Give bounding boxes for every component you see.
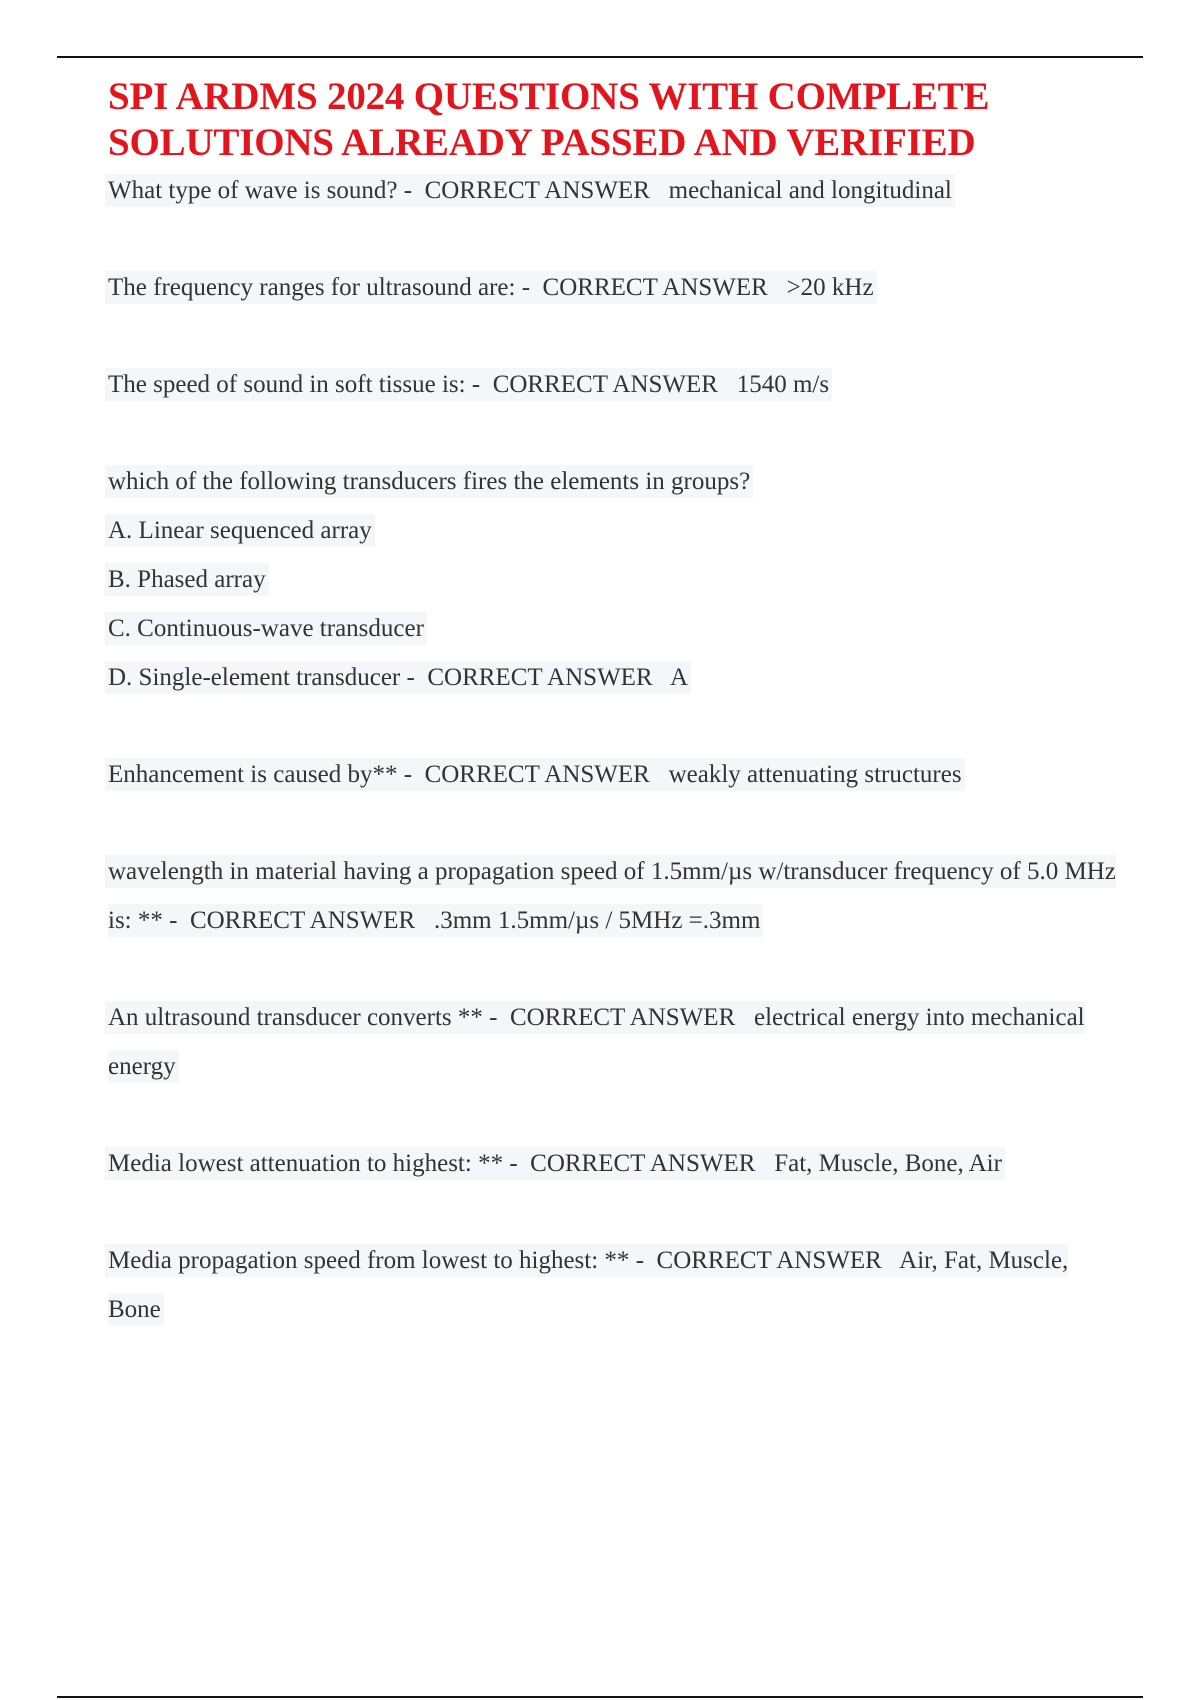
question-text: Enhancement is caused by** <box>108 761 398 788</box>
question-text: An ultrasound transducer converts ** <box>108 1004 483 1031</box>
correct-answer-label: CORRECT ANSWER <box>542 274 768 301</box>
answer-text: .3mm 1.5mm/µs / 5MHz =.3mm <box>433 907 761 934</box>
option-c: C. Continuous-wave transducer <box>108 615 424 642</box>
qa-item-2 <box>108 263 1118 312</box>
option-d: D. Single-element transducer <box>108 664 401 691</box>
separator: - <box>515 274 537 301</box>
separator: - <box>629 1247 651 1274</box>
qa-item-6 <box>108 847 1118 945</box>
question-text: What type of wave is sound? <box>108 177 398 204</box>
top-rule <box>57 56 1143 58</box>
qa-item-4 <box>108 457 1118 702</box>
qa-item-9 <box>108 1236 1118 1334</box>
qa-item-7 <box>108 993 1118 1091</box>
qa-item-3 <box>108 360 1118 409</box>
qa-item-8 <box>108 1139 1118 1188</box>
qa-item-1 <box>108 166 1118 215</box>
question-text: The speed of sound in soft tissue is: <box>108 371 466 398</box>
answer-text: A <box>670 664 689 691</box>
answer-text: >20 kHz <box>786 274 874 301</box>
correct-answer-label: CORRECT ANSWER <box>189 907 416 934</box>
separator: - <box>482 1004 504 1031</box>
correct-answer-label: CORRECT ANSWER <box>427 664 653 691</box>
correct-answer-label: CORRECT ANSWER <box>492 371 718 398</box>
question-text: Media propagation speed from lowest to highest: ** <box>108 1247 630 1274</box>
document-title: SPI ARDMS 2024 QUESTIONS WITH COMPLETE SOLUTIONS ALREADY PASSED AND VERIFIED <box>108 75 990 164</box>
question-text: The frequency ranges for ultrasound are: <box>108 274 516 301</box>
option-b: B. Phased array <box>108 566 266 593</box>
document-body <box>108 74 1118 1382</box>
separator: - <box>162 907 184 934</box>
separator: - <box>397 761 419 788</box>
answer-text: Air, Fat, Muscle, Bone <box>108 1247 1069 1323</box>
correct-answer-label: CORRECT ANSWER <box>656 1247 882 1274</box>
correct-answer-label: CORRECT ANSWER <box>509 1004 736 1031</box>
answer-text: 1540 m/s <box>736 371 830 398</box>
answer-text: Fat, Muscle, Bone, Air <box>774 1150 1002 1177</box>
separator: - <box>397 177 419 204</box>
separator: - <box>465 371 487 398</box>
option-a: A. Linear sequenced array <box>108 517 372 544</box>
question-text: which of the following transducers fires the elements in groups? <box>108 468 751 495</box>
separator: - <box>503 1150 524 1177</box>
answer-text: weakly attenuating structures <box>668 761 962 788</box>
separator: - <box>400 664 422 691</box>
question-text: Media lowest attenuation to highest: ** <box>108 1150 504 1177</box>
qa-item-5 <box>108 750 1118 799</box>
correct-answer-label: CORRECT ANSWER <box>424 177 650 204</box>
bottom-rule <box>57 1696 1143 1698</box>
answer-text: mechanical and longitudinal <box>668 177 952 204</box>
question-text: wavelength in material having a propagation speed of 1.5mm/µs w/transducer frequency of 5.0 MHz is: ** <box>108 858 1116 934</box>
correct-answer-label: CORRECT ANSWER <box>424 761 650 788</box>
correct-answer-label: CORRECT ANSWER <box>530 1150 756 1177</box>
answer-text: electrical energy into mechanical energy <box>108 1004 1085 1080</box>
